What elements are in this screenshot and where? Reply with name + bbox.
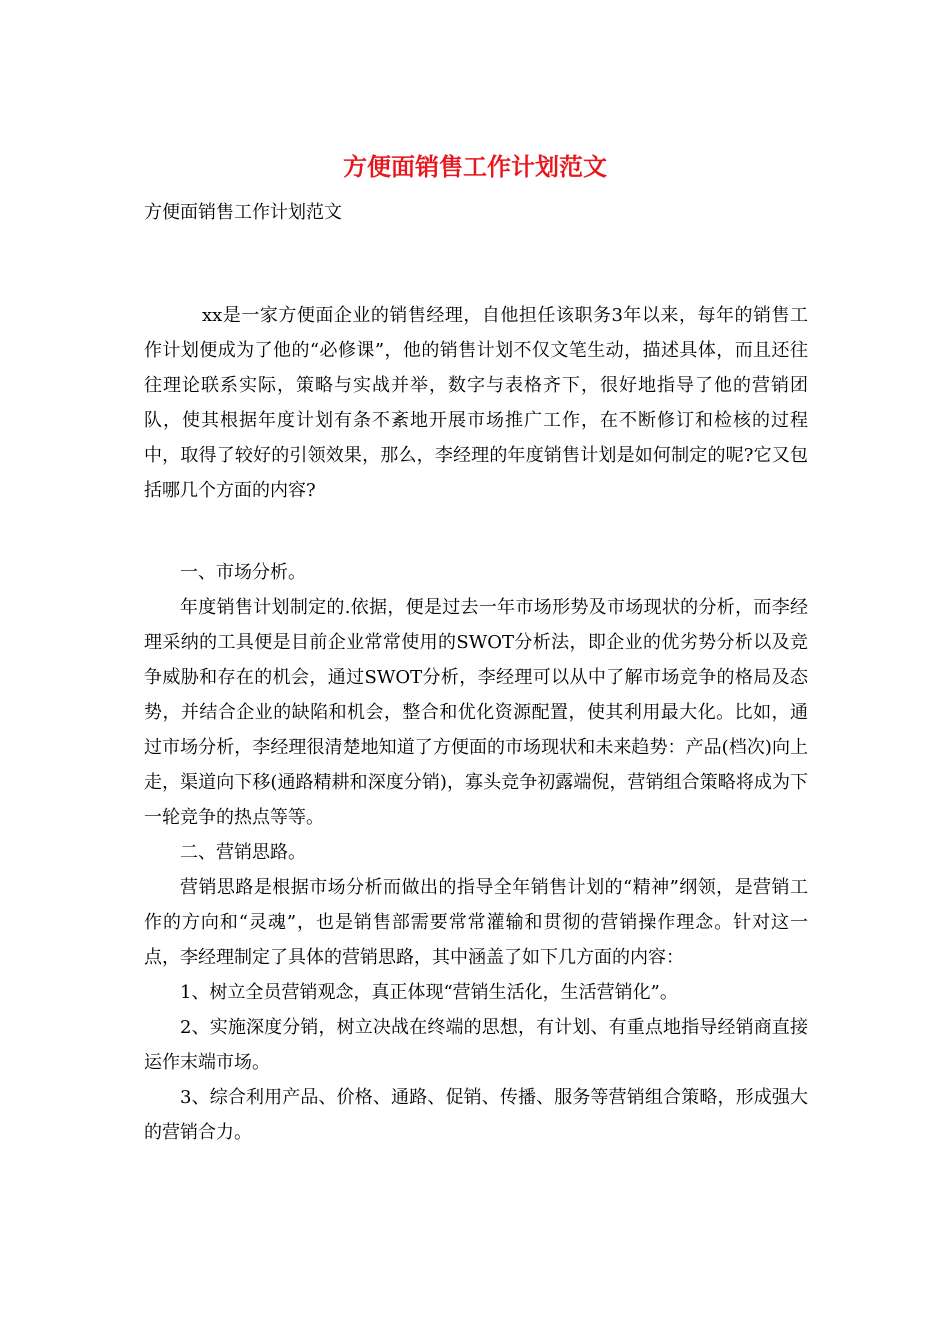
intro-paragraph: xx是一家方便面企业的销售经理，自他担任该职务3年以来，每年的销售工作计划便成为了他的“必修课”，他的销售计划不仅文笔生动，描述具体，而且还往往理论联系实际，策略与实战并举，数字与表格齐下，很好地指导了他的营销团队，使其根据年度计划有条不紊地开展市场推广工作，在不断修订和检核的过程中，取得了较好的引领效果，那么，李经理的年度销售计划是如何制定的呢?它又包括哪几个方面的内容?: [144, 305, 808, 501]
intro-block: [144, 298, 808, 508]
marketing-point-3: 3、综合利用产品、价格、通路、促销、传播、服务等营销组合策略，形成强大的营销合力。: [144, 1087, 808, 1143]
document-subtitle: 方便面销售工作计划范文: [144, 202, 342, 223]
market-analysis-paragraph: 年度销售计划制定的.依据，便是过去一年市场形势及市场现状的分析，而李经理采纳的工具便是目前企业常常使用的SWOT分析法，即企业的优劣势分析以及竞争威胁和存在的机会，通过SWOT分析，李经理可以从中了解市场竞争的格局及态势，并结合企业的缺陷和机会，整合和优化资源配置，使其利用最大化。比如，通过市场分析，李经理很清楚地知道了方便面的市场现状和未来趋势：产品(档次)向上走，渠道向下移(通路精耕和深度分销)，寡头竞争初露端倪，营销组合策略将成为下一轮竞争的热点等等。: [144, 597, 808, 828]
document-title: 方便面销售工作计划范文: [343, 152, 607, 181]
section-heading-marketing-ideas: 二、营销思路。: [180, 842, 306, 863]
main-body: [144, 555, 808, 1150]
marketing-point-2: 2、实施深度分销，树立决战在终端的思想，有计划、有重点地指导经销商直接运作末端市场。: [144, 1017, 808, 1073]
marketing-point-1: 1、树立全员营销观念，真正体现“营销生活化，生活营销化”。: [180, 982, 678, 1003]
marketing-ideas-paragraph: 营销思路是根据市场分析而做出的指导全年销售计划的“精神”纲领，是营销工作的方向和“灵魂”，也是销售部需要常常灌输和贯彻的营销操作理念。针对这一点，李经理制定了具体的营销思路，其中涵盖了如下几方面的内容：: [144, 877, 808, 968]
section-heading-market-analysis: 一、市场分析。: [180, 562, 306, 583]
